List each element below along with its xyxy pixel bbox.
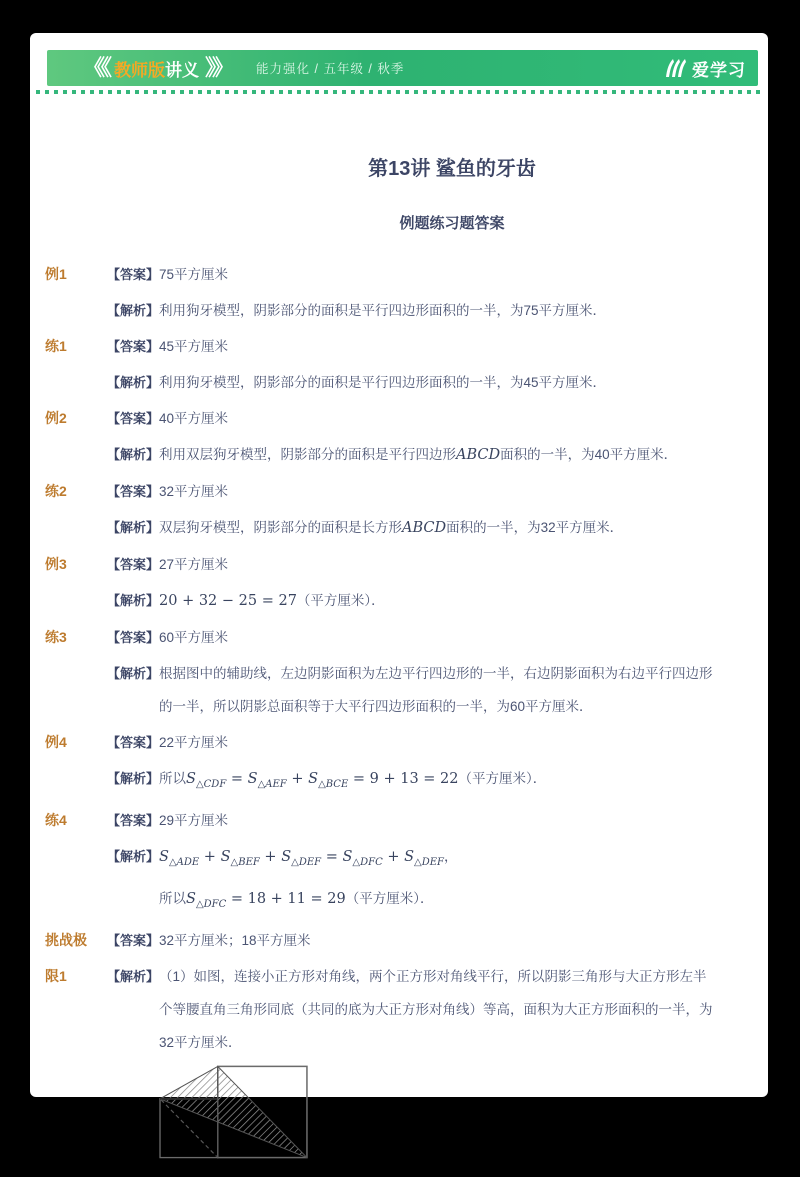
body-text: 32平方厘米 [159,484,229,499]
answer-row [45,621,720,726]
line-tag: 【答案】 [107,932,160,948]
body-text: 利用双层狗牙模型，阴影部分的面积是平行四边形 [159,447,457,462]
math-text: + [199,848,221,865]
chevrons-right-icon: 》》 [205,55,231,80]
line-tag [107,882,159,921]
body-text: 利用狗牙模型，阴影部分的面积是平行四边形面积的一半，为45平方厘米． [159,375,607,390]
answer-row [45,258,720,330]
line-content [159,924,720,957]
line-tag: 【解析】 [107,375,160,390]
row-lines [107,804,720,924]
body-text: （平方厘米）． [296,593,385,608]
problem-label: 练2 [45,483,67,499]
brand-name-label: 爱学习 [692,60,746,80]
problem-label: 练3 [45,629,67,645]
body-text: 面积的一半，为32平方厘米． [446,520,624,535]
area-symbol: $S_{\triangle CDF}$ [186,771,227,790]
answer-line [107,804,720,837]
body-text: 所以 [159,890,186,906]
row-lines [107,726,720,804]
area-symbol: $S_{\triangle BCE}$ [308,771,349,790]
edition-badge [83,50,230,86]
row-lines [107,258,720,330]
answer-line [107,366,720,399]
answer-line [107,726,720,759]
line-content [159,960,720,1059]
answer-row [45,924,720,960]
pages-icon [663,58,687,78]
math-label: ABCD [456,447,501,463]
line-tag: 【解析】 [107,968,160,984]
body-text: 利用狗牙模型，阴影部分的面积是平行四边形面积的一半，为75平方厘米． [159,303,607,318]
area-symbol: $S_{\triangle BEF}$ [220,848,260,868]
area-symbol: $S_{\triangle AEF}$ [247,771,287,790]
answer-line [107,840,720,879]
answer-line [107,882,720,921]
answer-line [107,475,720,508]
problem-label: 例2 [45,410,67,426]
course-meta-label: 能力强化 / 五年级 / 秋季 [256,62,405,76]
line-tag: 【解析】 [107,771,160,786]
geometry-figure [159,1065,311,1162]
area-symbol: $S_{\triangle DEF}$ [404,848,444,868]
answer-line [107,548,720,581]
line-tag: 【答案】 [107,557,160,572]
line-content [159,621,720,654]
answer-line [107,584,720,618]
row-lines [107,402,720,475]
line-tag: 【解析】 [107,447,160,462]
body-text: 面积的一半，为40平方厘米． [500,447,678,462]
body-text: 60平方厘米 [159,630,229,645]
answer-line [107,330,720,363]
page-title: 第13讲 鲨鱼的牙齿 [368,158,536,180]
line-tag: 【解析】 [107,520,160,535]
answer-line [107,294,720,327]
math-text: = 18 + 11 = 29 [226,890,346,907]
answer-row [45,960,720,1177]
dashed-divider [36,90,762,94]
body-text: （平方厘米）． [458,771,547,786]
brand-logo [663,56,746,81]
problem-label: 例1 [45,266,67,282]
answer-line [107,438,720,472]
problem-label: 例3 [45,556,67,572]
line-content [159,475,720,508]
shaded-triangle [160,1066,307,1157]
line-tag: 【解析】 [107,848,160,864]
answer-line [107,960,720,1059]
header-banner [47,50,758,86]
answer-line [107,511,720,545]
answer-line [107,621,720,654]
line-content [159,657,720,723]
body-text: ， [444,848,458,864]
math-label: ABCD [402,520,447,536]
area-symbol: $S_{\triangle ADE}$ [159,848,200,868]
figure-line [107,1065,720,1174]
page-subtitle: 例题练习题答案 [399,215,505,232]
answer-line [107,924,720,957]
answer-line [107,657,720,723]
line-tag: 【答案】 [107,411,160,426]
line-tag: 【答案】 [107,735,160,750]
area-symbol: $S_{\triangle DFC}$ [342,848,383,868]
chevrons-left-icon: 《《 [83,55,109,80]
answer-rows [45,258,720,1177]
math-text: + [286,771,309,787]
line-content [159,258,720,291]
line-content [159,840,720,879]
answer-line [107,258,720,291]
problem-label: 例4 [45,734,67,750]
math-text: = [321,848,343,865]
line-content [159,548,720,581]
line-tag: 【答案】 [107,484,160,499]
line-content [159,762,720,801]
row-lines [107,548,720,621]
line-content [159,511,720,545]
line-tag: 【答案】 [107,267,160,282]
line-tag: 【答案】 [107,339,160,354]
answer-row [45,548,720,621]
answer-line [107,402,720,435]
badge-suffix-label: 讲义 [165,60,200,80]
row-lines [107,621,720,726]
line-tag: 【解析】 [107,593,160,608]
line-content [159,294,720,327]
body-text: 75平方厘米 [159,267,229,282]
math-text: + [259,848,282,865]
line-tag: 【解析】 [107,666,160,681]
area-symbol: $S_{\triangle DFC}$ [186,890,227,910]
body-text: 双层狗牙模型，阴影部分的面积是长方形 [159,520,403,535]
answer-row [45,726,720,804]
row-lines [107,330,720,402]
answer-row [45,475,720,548]
line-content [159,882,720,921]
math-text: = [226,771,248,787]
line-content [159,804,720,837]
body-text: 40平方厘米 [159,411,229,426]
answer-row [45,330,720,402]
area-symbol: $S_{\triangle DEF}$ [281,848,322,868]
line-tag: 【解析】 [107,303,160,318]
line-content [159,584,720,618]
line-content [159,438,720,472]
row-lines [107,924,720,960]
line-content [159,402,720,435]
answer-row [45,804,720,924]
problem-label: 限1 [45,967,67,984]
problem-label: 练1 [45,338,67,354]
line-content [159,366,720,399]
answer-line [107,762,720,801]
body-text: 所以 [159,771,187,786]
line-content [159,726,720,759]
line-tag [107,1065,159,1174]
row-lines [107,960,720,1177]
math-text: 20 + 32 − 25 = 27 [159,593,297,609]
answer-row [45,402,720,475]
document-page [30,33,768,1097]
badge-prefix-label: 教师版 [114,60,166,80]
body-text: （1）如图，连接小正方形对角线，两个正方形对角线平行，所以阴影三角形与大正方形左半个等腰直角三角形同底（共同的底为大正方形对角线）等高，面积为大正方形面积的一半，为32平方厘米． [159,968,713,1050]
body-text: 32平方厘米；18平方厘米 [159,932,311,948]
body-text: 根据图中的辅助线，左边阴影面积为左边平行四边形的一半，右边阴影面积为右边平行四边形的一半，所以阴影总面积等于大平行四边形面积的一半，为60平方厘米． [159,666,713,714]
row-lines [107,475,720,548]
body-text: 29平方厘米 [159,812,229,828]
body-text: 22平方厘米 [159,735,229,750]
line-tag: 【答案】 [107,630,160,645]
body-text: 27平方厘米 [159,557,229,572]
body-text: 45平方厘米 [159,339,229,354]
body-text: （平方厘米）． [345,890,434,906]
problem-label: 挑战极 [45,931,87,948]
math-text: = 9 + 13 = 22 [348,771,459,787]
line-tag: 【答案】 [107,812,160,828]
figure-content [159,1065,720,1174]
problem-label: 练4 [45,811,67,828]
math-text: + [382,848,405,865]
line-content [159,330,720,363]
